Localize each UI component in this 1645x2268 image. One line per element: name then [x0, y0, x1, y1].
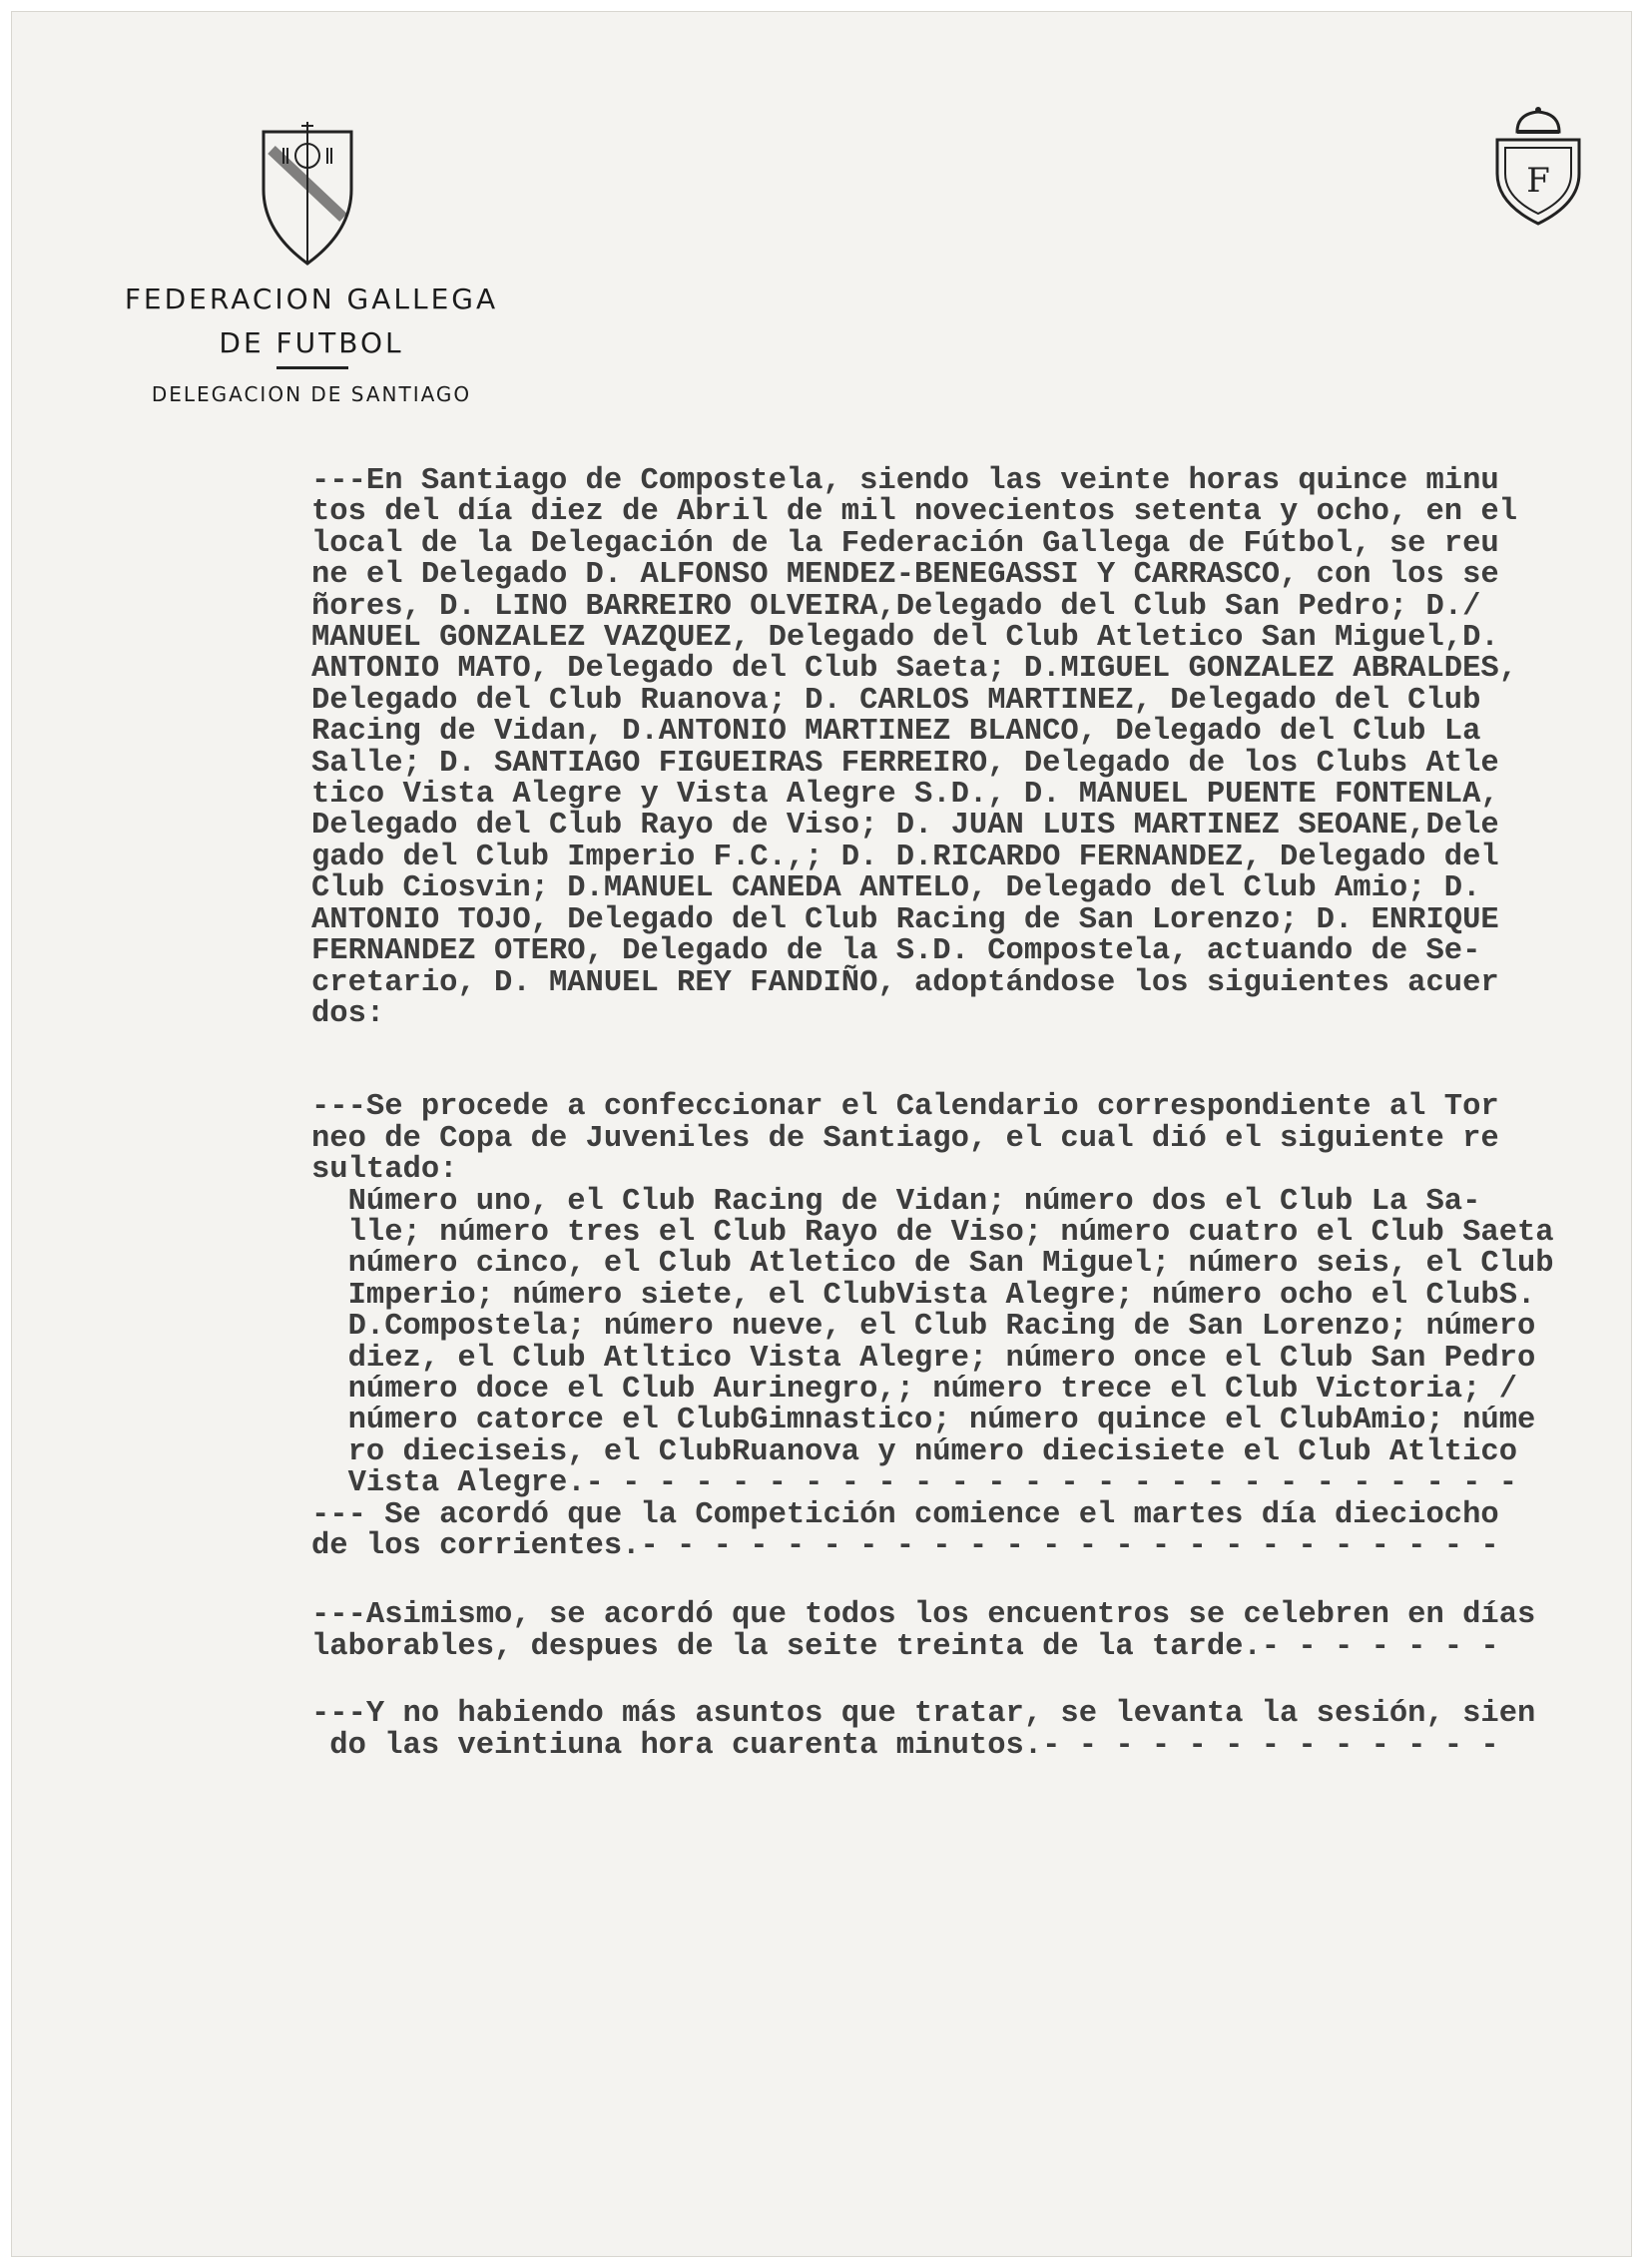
- text-line: gado del Club Imperio F.C.,; D. D.RICARDO FERNANDEZ, Delegado del: [311, 840, 1499, 874]
- text-line: Club Ciosvin; D.MANUEL CANEDA ANTELO, Delegado del Club Amio; D.: [311, 871, 1481, 906]
- paragraph-attendees: [311, 466, 1645, 1030]
- paragraph-start-date: [311, 1497, 1645, 1563]
- text-line: tos del día diez de Abril de mil novecientos setenta y ocho, en el: [311, 495, 1517, 530]
- text-line: laborables, despues de la seite treinta de la tarde.- - - - - - -: [311, 1629, 1499, 1664]
- text-line: número catorce el ClubGimnastico; número quince el ClubAmio; núme: [311, 1404, 1536, 1438]
- text-line: D.Compostela; número nueve, el Club Racing de San Lorenzo; número: [311, 1310, 1536, 1345]
- document-page: [12, 12, 1631, 2256]
- text-line: ---Asimismo, se acordó que todos los encuentros se celebren en días: [311, 1598, 1536, 1633]
- minutes-body: [311, 466, 1645, 1762]
- text-line: número doce el Club Aurinegro,; número trece el Club Victoria; /: [311, 1372, 1517, 1407]
- text-line: diez, el Club Atltico Vista Alegre; número once el Club San Pedro: [311, 1341, 1536, 1376]
- text-line: Salle; D. SANTIAGO FIGUEIRAS FERREIRO, Delegado de los Clubs Atle: [311, 746, 1499, 781]
- federation-shield-icon: [258, 120, 357, 266]
- text-line: ---Y no habiendo más asuntos que tratar, se levanta la sesión, sien: [311, 1697, 1536, 1732]
- text-line: ñores, D. LINO BARREIRO OLVEIRA,Delegado del Club San Pedro; D./: [311, 589, 1481, 624]
- text-line: número cinco, el Club Atletico de San Miguel; número seis, el Club: [311, 1247, 1554, 1282]
- federation-name: [102, 278, 521, 365]
- text-line: Delegado del Club Ruanova; D. CARLOS MARTINEZ, Delegado del Club: [311, 683, 1481, 718]
- paragraph-closing: [311, 1699, 1645, 1762]
- text-line: dos:: [311, 996, 385, 1031]
- text-line: lle; número tres el Club Rayo de Viso; número cuatro el Club Saeta: [311, 1215, 1554, 1250]
- delegation-name: DELEGACION DE SANTIAGO: [151, 382, 472, 406]
- text-line: --- Se acordó que la Competición comience el martes día dieciocho: [311, 1497, 1499, 1532]
- text-line: ro dieciseis, el ClubRuanova y número diecisiete el Club Atltico: [311, 1434, 1517, 1469]
- text-line: ANTONIO TOJO, Delegado del Club Racing de San Lorenzo; D. ENRIQUE: [311, 902, 1499, 937]
- text-line: Racing de Vidan, D.ANTONIO MARTINEZ BLANCO, Delegado del Club La: [311, 715, 1481, 750]
- text-line: ne el Delegado D. ALFONSO MENDEZ-BENEGASSI Y CARRASCO, con los se: [311, 558, 1499, 593]
- text-line: Delegado del Club Rayo de Viso; D. JUAN LUIS MARTINEZ SEOANE,Dele: [311, 809, 1499, 844]
- text-line: do las veintiuna hora cuarenta minutos.- - - - - - - - - - - - -: [311, 1728, 1499, 1763]
- text-line: neo de Copa de Juveniles de Santiago, el cual dió el siguiente re: [311, 1121, 1499, 1156]
- federation-name-line1: FEDERACION GALLEGA: [124, 283, 499, 315]
- text-line: MANUEL GONZALEZ VAZQUEZ, Delegado del Club Atletico San Miguel,D.: [311, 621, 1499, 656]
- text-line: ANTONIO MATO, Delegado del Club Saeta; D.MIGUEL GONZALEZ ABRALDES,: [311, 652, 1517, 687]
- royal-crest-icon: [1487, 104, 1589, 228]
- text-line: ---En Santiago de Compostela, siendo las veinte horas quince minu: [311, 464, 1499, 498]
- text-line: Imperio; número siete, el ClubVista Alegre; número ocho el ClubS.: [311, 1278, 1536, 1313]
- text-line: FERNANDEZ OTERO, Delegado de la S.D. Compostela, actuando de Se-: [311, 934, 1481, 969]
- text-line: de los corrientes.- - - - - - - - - - - - - - - - - - - - - - - -: [311, 1529, 1499, 1563]
- paragraph-schedule: [311, 1600, 1645, 1663]
- letterhead-divider: [276, 366, 348, 369]
- text-line: ---Se procede a confeccionar el Calendario correspondiente al Tor: [311, 1090, 1499, 1125]
- federation-name-line2: DE FUTBOL: [219, 326, 404, 359]
- text-line: Vista Alegre.- - - - - - - - - - - - - - - - - - - - - - - - - -: [311, 1466, 1517, 1501]
- svg-text:F: F: [1526, 161, 1550, 201]
- text-line: Número uno, el Club Racing de Vidan; número dos el Club La Sa-: [311, 1184, 1481, 1219]
- text-line: cretario, D. MANUEL REY FANDIÑO, adoptándose los siguientes acuer: [311, 965, 1499, 1000]
- text-line: local de la Delegación de la Federación Gallega de Fútbol, se reu: [311, 526, 1499, 561]
- text-line: sultado:: [311, 1153, 458, 1188]
- paragraph-calendar: [311, 1092, 1645, 1499]
- text-line: tico Vista Alegre y Vista Alegre S.D., D. MANUEL PUENTE FONTENLA,: [311, 778, 1499, 813]
